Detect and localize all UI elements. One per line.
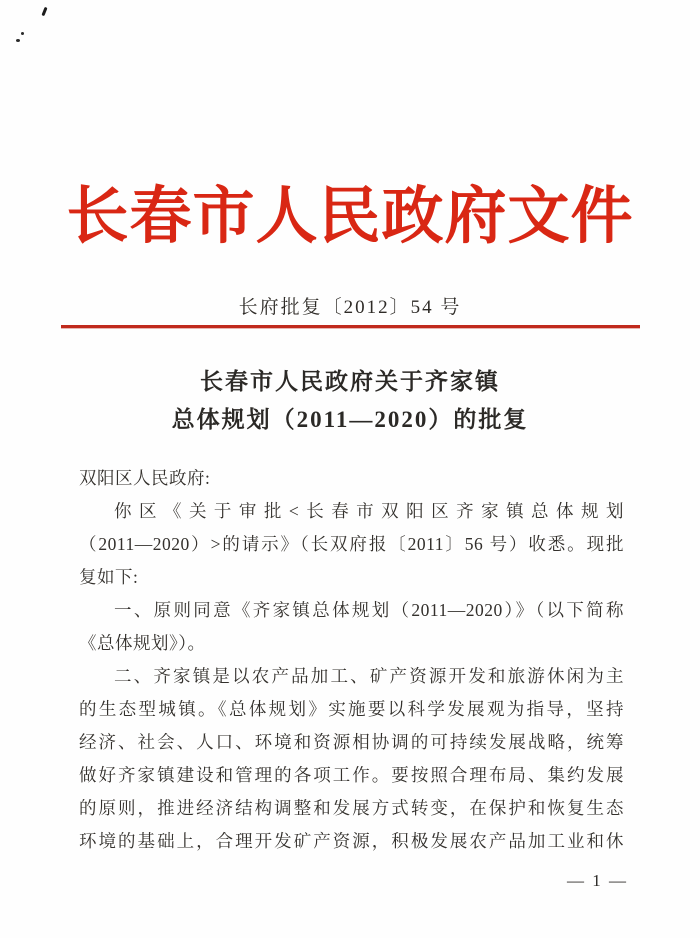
pen-mark-dot: [21, 32, 24, 35]
body-line: 的生态型城镇。《总体规划》实施要以科学发展观为指导，坚持: [79, 699, 624, 719]
body-line: 做好齐家镇建设和管理的各项工作。要按照合理布局、集约发展: [79, 765, 624, 785]
body-text: [79, 462, 624, 858]
body-line: 经济、社会、人口、环境和资源相协调的可持续发展战略，统筹: [79, 732, 624, 752]
body-line: 《总体规划》）。: [79, 633, 206, 653]
body-line: （2011—2020）>的请示》（长双府报〔2011〕56 号）收悉。现批: [79, 534, 624, 554]
page-number: — 1 —: [567, 871, 628, 890]
body-line: 你区《关于审批<长春市双阳区齐家镇总体规划: [114, 501, 624, 521]
doc-number: 长府批复〔2012〕54 号: [238, 297, 462, 318]
body-line: 双阳区人民政府:: [79, 468, 211, 488]
body-line: 环境的基础上，合理开发矿产资源，积极发展农产品加工业和休: [79, 831, 624, 851]
document-title-line2: 总体规划（2011—2020）的批复: [171, 407, 529, 432]
body-line: 一、原则同意《齐家镇总体规划（2011—2020）》（以下简称: [114, 600, 624, 620]
letterhead-title: 长春市人民政府文件: [66, 183, 634, 251]
body-line: 复如下:: [79, 567, 139, 587]
pen-mark-dot: [16, 39, 20, 42]
body-line: 的原则，推进经济结构调整和发展方式转变，在保护和恢复生态: [79, 798, 624, 818]
pen-mark-tick: [41, 7, 47, 16]
red-divider-rule: [61, 325, 640, 328]
document-title-line1: 长春市人民政府关于齐家镇: [200, 369, 500, 394]
body-line: 二、齐家镇是以农产品加工、矿产资源开发和旅游休闲为主: [114, 666, 624, 686]
document-title: [0, 363, 700, 439]
